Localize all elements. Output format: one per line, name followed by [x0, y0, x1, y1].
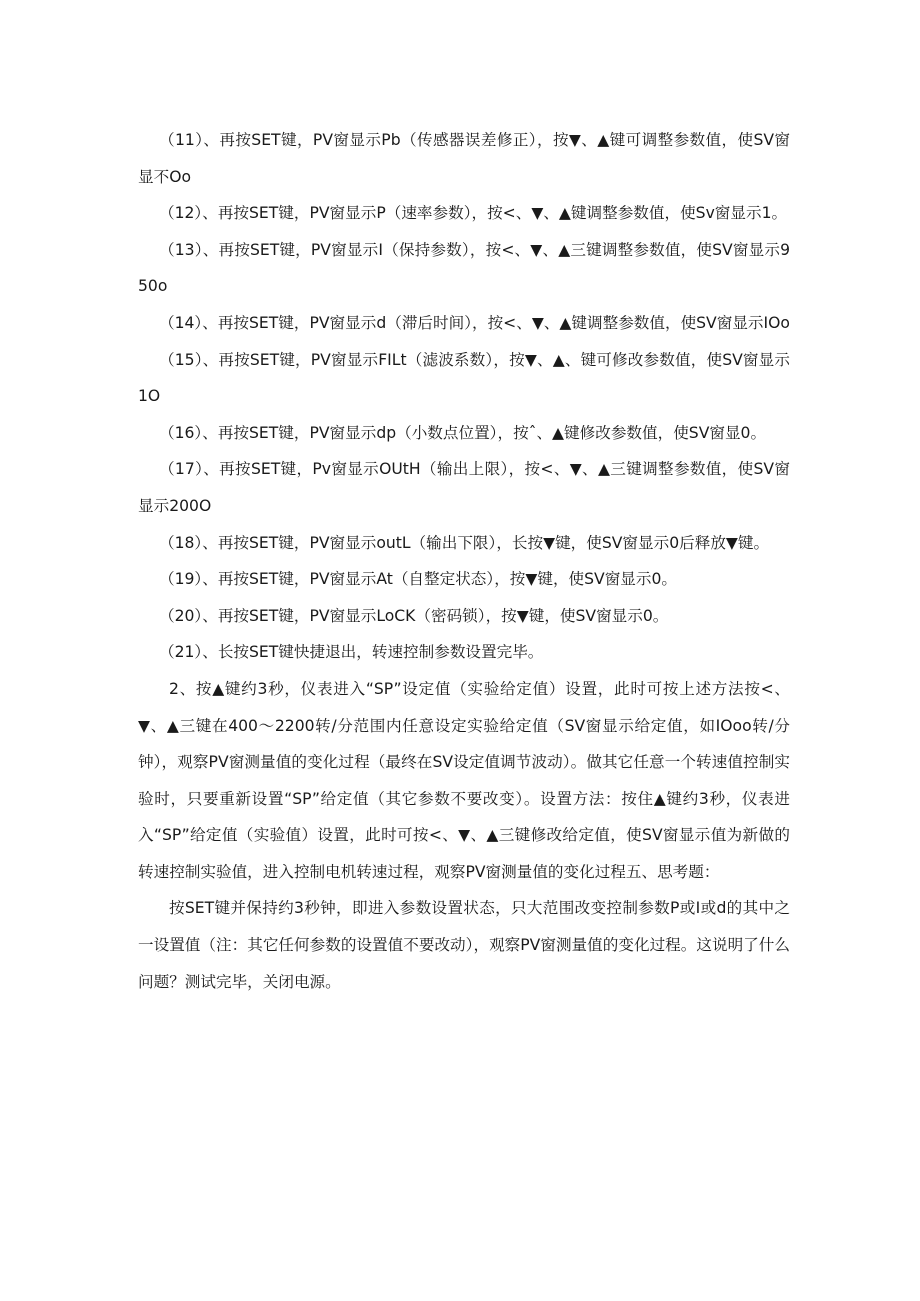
step-15: （15）、再按SET键，PV窗显示FILt（滤波系数），按▼、▲、键可修改参数值，使SV窗显示1O	[138, 350, 790, 406]
step-13: （13）、再按SET键，PV窗显示I（保持参数），按<、▼、▲三键调整参数值，使SV窗显示950o	[138, 240, 790, 296]
document-body	[138, 122, 790, 1000]
step-19: （19）、再按SET键，PV窗显示At（自整定状态），按▼键，使SV窗显示0。	[159, 570, 678, 589]
step-18: （18）、再按SET键，PV窗显示outL（输出下限），长按▼键，使SV窗显示0后释放▼键。	[159, 533, 770, 552]
step-11: （11）、再按SET键，PV窗显示Pb（传感器误差修正），按▼、▲键可调整参数值，使SV窗显不Oo	[138, 131, 790, 186]
step-12: （12）、再按SET键，PV窗显示P（速率参数），按<、▼、▲键调整参数值，使Sv窗显示1。	[159, 204, 788, 223]
step-16: （16）、再按SET键，PV窗显示dp（小数点位置），按ˆ、▲键修改参数值，使SV窗显0。	[159, 423, 767, 442]
section-2-paragraph: 2、按▲键约3秒，仪表进入“SP”设定值（实验给定值）设置，此时可按上述方法按<、▼、▲三键在400～2200转/分范围内任意设定实验给定值（SV窗显示给定值，如IOoo转/分钟），观察PV窗测量值的变化过程（最终在SV设定值调节波动）。做其它任意一个转速值控制实验时，只要重新设置“SP”给定值（其它参数不要改变）。设置方法：按住▲键约3秒，仪表进入“SP”给定值（实验值）设置，此时可按<、▼、▲三键修改给定值，使SV窗显示值为新做的转速控制实验值，进入控制电机转速过程，观察PV窗测量值的变化过程五、思考题：	[138, 679, 790, 881]
step-14: （14）、再按SET键，PV窗显示d（滞后时间），按<、▼、▲键调整参数值，使SV窗显示IOo	[159, 313, 790, 332]
step-20: （20）、再按SET键，PV窗显示LoCK（密码锁），按▼键，使SV窗显示0。	[159, 606, 669, 625]
question-paragraph: 按SET键并保持约3秒钟，即进入参数设置状态，只大范围改变控制参数P或I或d的其中之一设置值（注：其它任何参数的设置值不要改动），观察PV窗测量值的变化过程。这说明了什么问题？测试完毕，关闭电源。	[138, 899, 790, 991]
step-17: （17）、再按SET键，Pv窗显示OUtH（输出上限），按<、▼、▲三键调整参数值，使SV窗显示200O	[138, 460, 790, 515]
step-21: （21）、长按SET键快捷退出，转速控制参数设置完毕。	[159, 643, 544, 662]
